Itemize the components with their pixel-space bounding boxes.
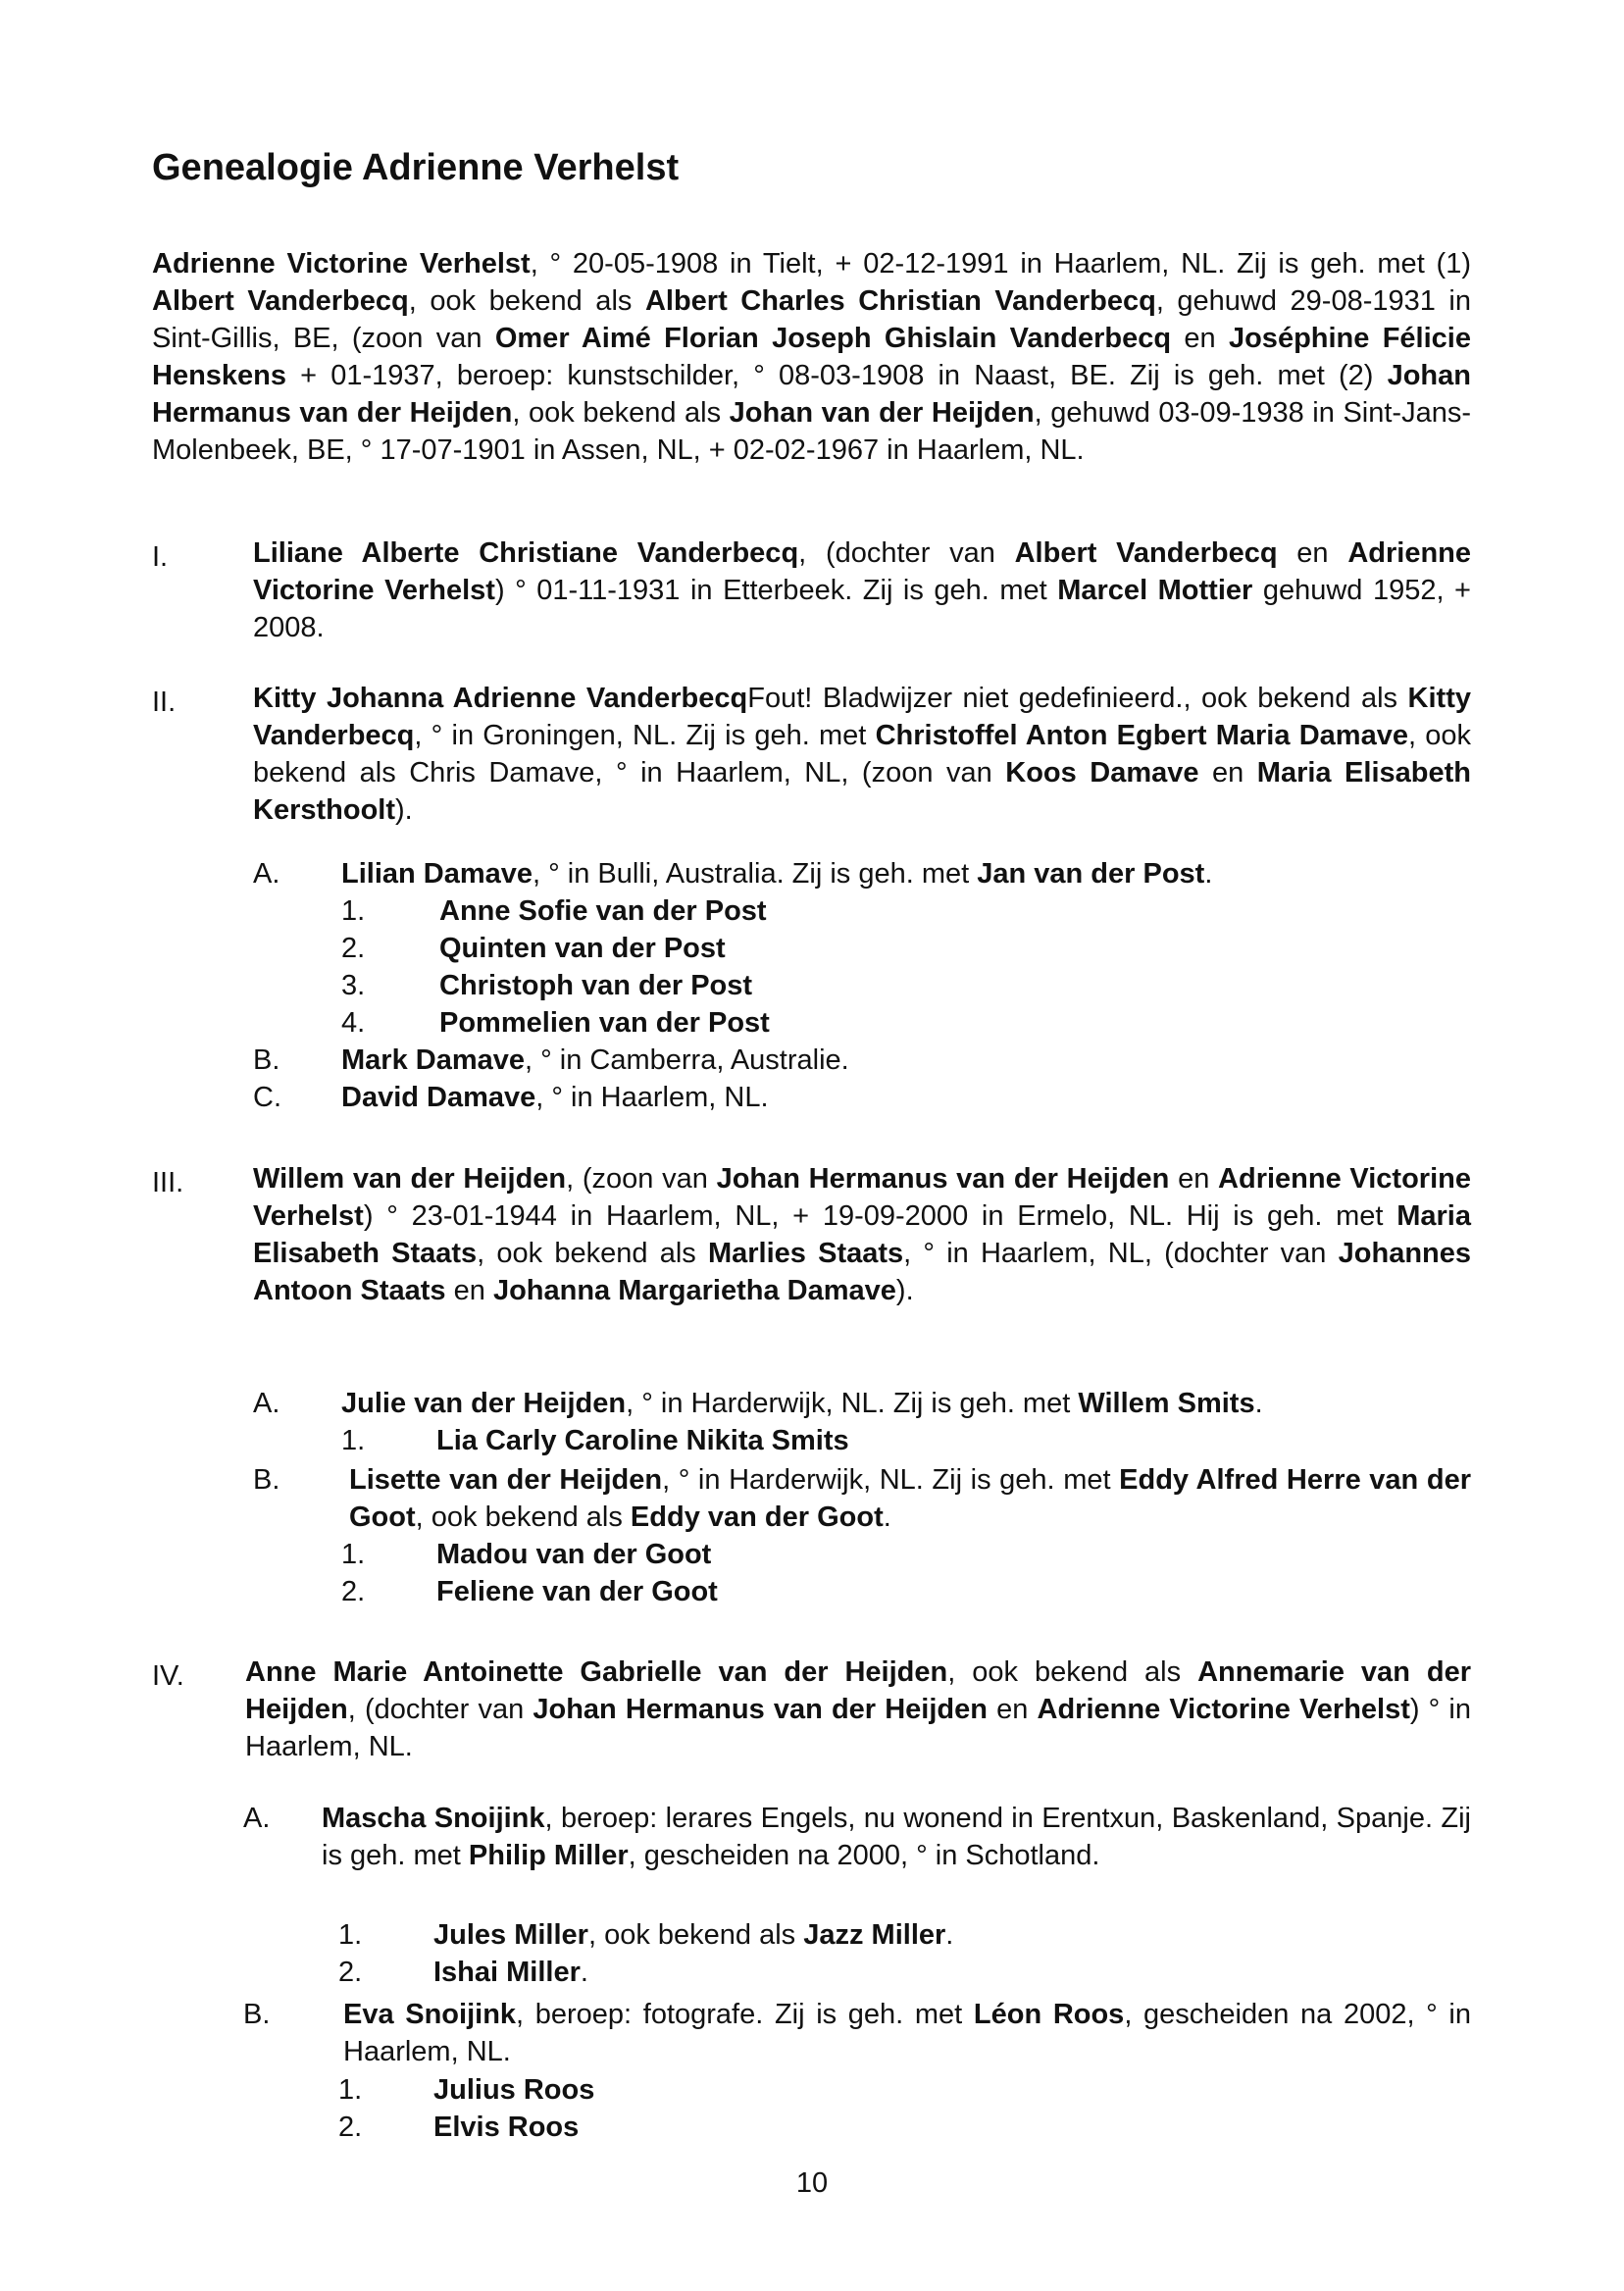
sub-entry: Jules Miller, ook bekend als Jazz Miller. xyxy=(433,1919,954,1951)
section-number: I. xyxy=(152,541,169,573)
person-name: Christoffel Anton Egbert Maria Damave xyxy=(875,720,1408,751)
intro-paragraph xyxy=(152,245,1471,469)
person-name: Adrienne Victorine Verhelst xyxy=(253,1163,1471,1232)
person-name: Johan Hermanus van der Heijden xyxy=(152,360,1471,429)
person-name: Lisette van der Heijden xyxy=(349,1464,663,1496)
section-text: Willem van der Heijden, (zoon van Johan Hermanus van der Heijden en Adrienne Victorine Verhelst) ° 23-01-1944 in Haarlem, NL, + 19-09-2000 in Ermelo, NL. Hij is geh. met Maria Elisabeth Staats, ook bekend als Marlies Staats, ° in Haarlem, NL, (dochter van Johannes Antoon Staats en Johanna Margarietha Damave). xyxy=(253,1163,1472,1306)
person-name: Feliene van der Goot xyxy=(436,1576,718,1607)
sub-entry xyxy=(433,2071,594,2109)
person-name: Eva Snoijink xyxy=(343,1999,517,2030)
person-name: Pommelien van der Post xyxy=(439,1007,770,1039)
person-name: Adrienne Victorine Verhelst xyxy=(1037,1694,1410,1725)
sub-entry: Mark Damave, ° in Camberra, Australie. xyxy=(341,1044,849,1076)
sub-label: B. xyxy=(253,1044,280,1076)
person-name: Anne Marie Antoinette Gabrielle van der Heijden xyxy=(245,1656,948,1688)
sub-label: 2. xyxy=(341,1576,366,1607)
sub-label: 3. xyxy=(341,970,366,1001)
sub-entry: Lisette van der Heijden, ° in Harderwijk, NL. Zij is geh. met Eddy Alfred Herre van der Goot, ook bekend als Eddy van der Goot. xyxy=(349,1464,1471,1533)
sub-label: A. xyxy=(243,1803,271,1834)
person-name: Ishai Miller xyxy=(433,1957,581,1988)
person-name: Philip Miller xyxy=(468,1840,629,1871)
sub-entry xyxy=(436,1536,711,1573)
person-name: Christoph van der Post xyxy=(439,970,753,1001)
person-name: Kitty Johanna Adrienne Vanderbecq xyxy=(253,683,748,714)
person-name: Johan van der Heijden xyxy=(729,397,1035,429)
person-name: Madou van der Goot xyxy=(436,1539,712,1570)
sub-label: 1. xyxy=(341,1539,366,1570)
person-name: Léon Roos xyxy=(973,1999,1125,2030)
person-name: Eddy Alfred Herre van der Goot xyxy=(349,1464,1471,1533)
sub-label: A. xyxy=(253,1388,280,1419)
person-name: Koos Damave xyxy=(1005,757,1199,789)
person-name: David Damave xyxy=(341,1082,536,1113)
sub-entry: David Damave, ° in Haarlem, NL. xyxy=(341,1082,769,1113)
person-name: Julius Roos xyxy=(433,2074,595,2106)
person-name: Lia Carly Caroline Nikita Smits xyxy=(436,1425,849,1456)
intro-text: Adrienne Victorine Verhelst, ° 20-05-1908 in Tielt, + 02-12-1991 in Haarlem, NL. Zij is geh. met (1) Albert Vanderbecq, ook bekend als Albert Charles Christian Vanderbecq, gehuwd 29-08-1931 in Sint-Gillis, BE, (zoon van Omer Aimé Florian Joseph Ghislain Vanderbecq en Joséphine Félicie Henskens + 01-1937, beroep: kunstschilder, ° 08-03-1908 in Naast, BE. Zij is geh. met (2) Johan Hermanus van der Heijden, ook bekend als Johan van der Heijden, gehuwd 03-09-1938 in Sint-Jans-Molenbeek, BE, ° 17-07-1901 in Assen, NL, + 02-02-1967 in Haarlem, NL. xyxy=(152,248,1472,466)
sub-label: 4. xyxy=(341,1007,366,1039)
sub-label: 1. xyxy=(338,2074,363,2106)
section-text: Liliane Alberte Christiane Vanderbecq, (dochter van Albert Vanderbecq en Adrienne Victorine Verhelst) ° 01-11-1931 in Etterbeek. Zij is geh. met Marcel Mottier gehuwd 1952, + 2008. xyxy=(253,537,1471,643)
person-name: Eddy van der Goot xyxy=(630,1502,884,1533)
sub-entry xyxy=(436,1573,718,1610)
person-name: Jules Miller xyxy=(433,1919,588,1951)
sub-label: 1. xyxy=(341,895,366,927)
person-name: Kitty Vanderbecq xyxy=(253,683,1471,751)
sub-label: B. xyxy=(243,1999,271,2030)
sub-label: 2. xyxy=(341,933,366,964)
person-name: Albert Vanderbecq xyxy=(1014,537,1278,569)
person-name: Albert Vanderbecq xyxy=(152,285,409,317)
sub-entry xyxy=(439,967,752,1004)
person-name: Mark Damave xyxy=(341,1044,525,1076)
sub-entry xyxy=(439,892,767,930)
section-text: Anne Marie Antoinette Gabrielle van der Heijden, ook bekend als Annemarie van der Heijden, (dochter van Johan Hermanus van der Heijden en Adrienne Victorine Verhelst) ° in Haarlem, NL. xyxy=(245,1656,1471,1762)
sub-label: 2. xyxy=(338,1957,363,1988)
person-name: Lilian Damave xyxy=(341,858,533,890)
person-name: Julie van der Heijden xyxy=(341,1388,627,1419)
person-name: Willem van der Heijden xyxy=(253,1163,567,1195)
person-name: Albert Charles Christian Vanderbecq xyxy=(644,285,1156,317)
person-name: Willem Smits xyxy=(1078,1388,1255,1419)
person-name: Adrienne Victorine Verhelst xyxy=(253,537,1471,606)
person-name: Johannes Antoon Staats xyxy=(253,1238,1472,1306)
page-number: 10 xyxy=(795,2167,829,2199)
section-text: Kitty Johanna Adrienne VanderbecqFout! Bladwijzer niet gedefinieerd., ook bekend als Kitty Vanderbecq, ° in Groningen, NL. Zij is geh. met Christoffel Anton Egbert Maria Damave, ook bekend als Chris Damave, ° in Haarlem, NL, (zoon van Koos Damave en Maria Elisabeth Kersthoolt). xyxy=(253,683,1471,826)
person-name: Annemarie van der Heijden xyxy=(245,1656,1471,1725)
sub-label: A. xyxy=(253,858,280,890)
section-number: IV. xyxy=(152,1660,184,1692)
section-number: II. xyxy=(152,687,177,718)
person-name: Marcel Mottier xyxy=(1057,575,1253,606)
sub-label: C. xyxy=(253,1082,281,1113)
sub-entry xyxy=(433,2109,579,2146)
person-name: Elvis Roos xyxy=(433,2112,580,2143)
person-name: Maria Elisabeth Kersthoolt xyxy=(253,757,1471,826)
sub-entry xyxy=(439,930,726,967)
person-name: Omer Aimé Florian Joseph Ghislain Vanderbecq xyxy=(494,323,1172,354)
person-name: Anne Sofie van der Post xyxy=(439,895,767,927)
sub-label: 1. xyxy=(341,1425,366,1456)
sub-entry: Mascha Snoijink, beroep: lerares Engels, nu wonend in Erentxun, Baskenland, Spanje. Zij is geh. met Philip Miller, gescheiden na 2000, ° in Schotland. xyxy=(322,1803,1471,1871)
person-name: Johan Hermanus van der Heijden xyxy=(716,1163,1170,1195)
person-name: Jazz Miller xyxy=(803,1919,946,1951)
sub-entry: Lilian Damave, ° in Bulli, Australia. Zij is geh. met Jan van der Post. xyxy=(341,858,1213,890)
person-name: Marlies Staats xyxy=(707,1238,904,1269)
person-name: Liliane Alberte Christiane Vanderbecq xyxy=(253,537,799,569)
person-name: Maria Elisabeth Staats xyxy=(253,1200,1471,1269)
sub-entry: Ishai Miller. xyxy=(433,1957,588,1988)
section-number: III. xyxy=(152,1167,184,1198)
sub-label: 1. xyxy=(338,1919,363,1951)
person-name: Mascha Snoijink xyxy=(322,1803,545,1834)
sub-entry: Julie van der Heijden, ° in Harderwijk, NL. Zij is geh. met Willem Smits. xyxy=(341,1388,1263,1419)
sub-entry xyxy=(436,1422,849,1459)
sub-label: 2. xyxy=(338,2112,363,2143)
page-title: Genealogie Adrienne Verhelst xyxy=(152,147,680,188)
person-name: Johan Hermanus van der Heijden xyxy=(533,1694,988,1725)
person-name: Johanna Margarietha Damave xyxy=(492,1275,896,1306)
person-name: Quinten van der Post xyxy=(439,933,726,964)
sub-label: B. xyxy=(253,1464,280,1496)
sub-entry xyxy=(439,1004,770,1042)
person-name: Adrienne Victorine Verhelst xyxy=(152,248,531,280)
sub-entry: Eva Snoijink, beroep: fotografe. Zij is geh. met Léon Roos, gescheiden na 2002, ° in Haarlem, NL. xyxy=(343,1999,1471,2067)
person-name: Jan van der Post xyxy=(977,858,1205,890)
person-name: Joséphine Félicie Henskens xyxy=(152,323,1471,391)
